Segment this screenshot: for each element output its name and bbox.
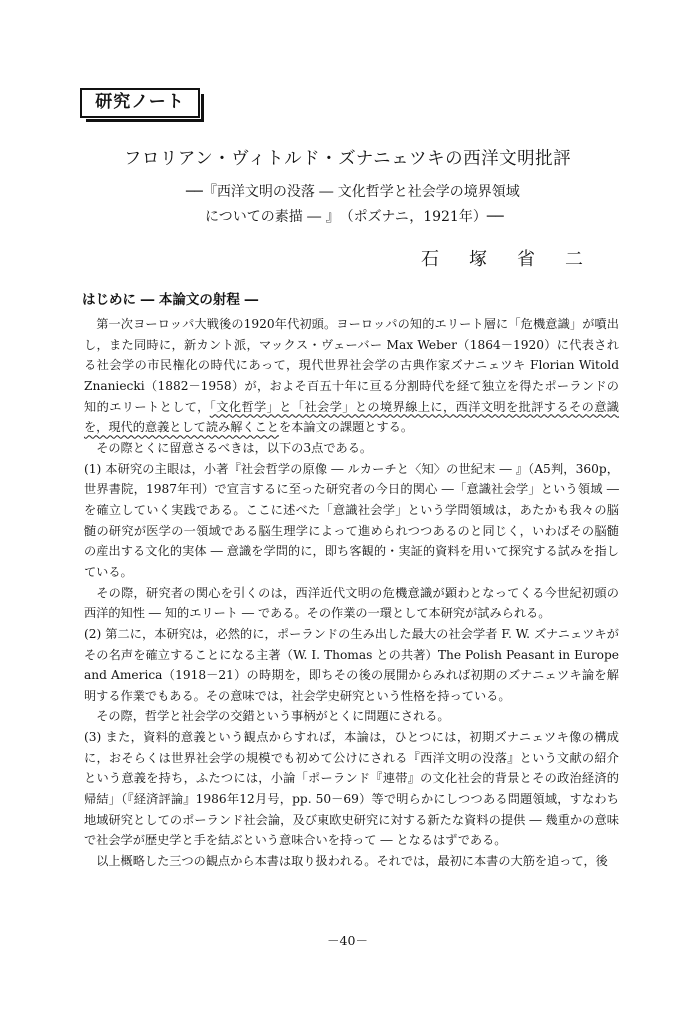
paragraph-intro: [84, 314, 619, 438]
paragraph-point-1: (1) 本研究の主眼は，小著『社会哲学の原像 ― ルカーチと〈知〉の世紀末 ― 』（A5判，360p，世界書院，1987年刊）で宣言するに至った研究者の今日的関心 ―「意識社会学」という領域 ― を確立していく実践である。ここに述べた「意識社会学」という学問領域は，あたかも我々の脳髄の研究が医学の一領域である脳生理学によって進められつつあるのと同じく，いわばその脳髄の産出する文化的実体 ― 意識を学問的に，即ち客観的・実証的資料を用いて探究する試みを指している。: [84, 461, 619, 579]
section-label-box: [80, 88, 200, 118]
article-title: フロリアン・ヴィトルド・ズナニェツキの西洋文明批評: [123, 149, 572, 169]
body-text: [84, 314, 619, 872]
paragraph-point-3: (3) また，資料的意義という観点からすれば，本論は，ひとつには，初期ズナニェツキ像の構成に，おそらくは世界社会学の規模でも初めて公けにされる『西洋文明の没落』という文献の紹介という意義を持ち，ふたつには，小論「ポーランド『連帯』の文化社会的背景とその政治経済的帰結」（『経済評論』1986年12月号，pp. 50－69）等で明らかにしつつある問題領域，すなわち地域研究としてのポーランド社会論，及び東欧史研究に対する新たな資料の提供 ― 幾重かの意味で社会学が歴史学と手を結ぶという意味合いを持って ― となるはずである。: [84, 730, 619, 848]
section-heading: はじめに ― 本論文の射程 ―: [82, 292, 259, 308]
subtitle-line-1: ──『西洋文明の没落 ― 文化哲学と社会学の境界領域: [186, 184, 520, 200]
paragraph: その際，研究者の関心を引くのは，西洋近代文明の危機意識が顕わとなってくる今世紀初頭の西洋的知性 ― 知的エリート ― である。その作業の一環として本研究が試みられる。: [84, 585, 619, 621]
subtitle-line-2: についての素描 ― 』 （ポズナニ，1921年）──: [205, 209, 504, 225]
author-name: 石塚省二: [421, 249, 613, 270]
paragraph-intro-text: 第一次ヨーロッパ大戦後の1920年代初頭。ヨーロッパの知的エリート層に「危機意識」が噴出し，また同時に，新カント派，マックス・ヴェーバー Max Weber（1864－1920）に代表される社会学の市民権化の時代にあって，現代世界社会学の古典作家ズナニェツキ Florian Witold Znaniecki（1882－1958）が，およそ百五十年に亘る分割時代を経て独立を得たポーランドの知的エリートとして，: [84, 317, 619, 414]
paragraph: その際とくに留意さるべきは，以下の3点である。: [96, 440, 373, 455]
paragraph-point-2: (2) 第二に，本研究は，必然的に，ポーランドの生み出した最大の社会学者 F. W. ズナニェツキがその名声を確立することになる主著（W. I. Thomas との共著）The Polish Peasant in Europe and America（1918－21）の時期を，即ちその後の展開からみれば初期のズナニェツキ論を解明する作業でもある。その意味では，社会学史研究という性格を持っている。: [84, 626, 619, 703]
paragraph: その際，哲学と社会学の交錯という事柄がとくに問題にされる。: [96, 709, 450, 724]
paragraph: 以上概略した三つの観点から本書は取り扱われる。それでは，最初に本書の大筋を追って，後: [96, 854, 608, 869]
paragraph-intro-end: を本論文の課題とする。: [279, 420, 414, 435]
emphasized-phrase: 「文化哲学」と「社会学」との境界線上に，西洋文明を批評するその意識を，現代的意義として読み解くこと: [84, 399, 619, 435]
page-number: －40－: [327, 933, 368, 948]
section-label: 研究ノート: [95, 92, 185, 112]
